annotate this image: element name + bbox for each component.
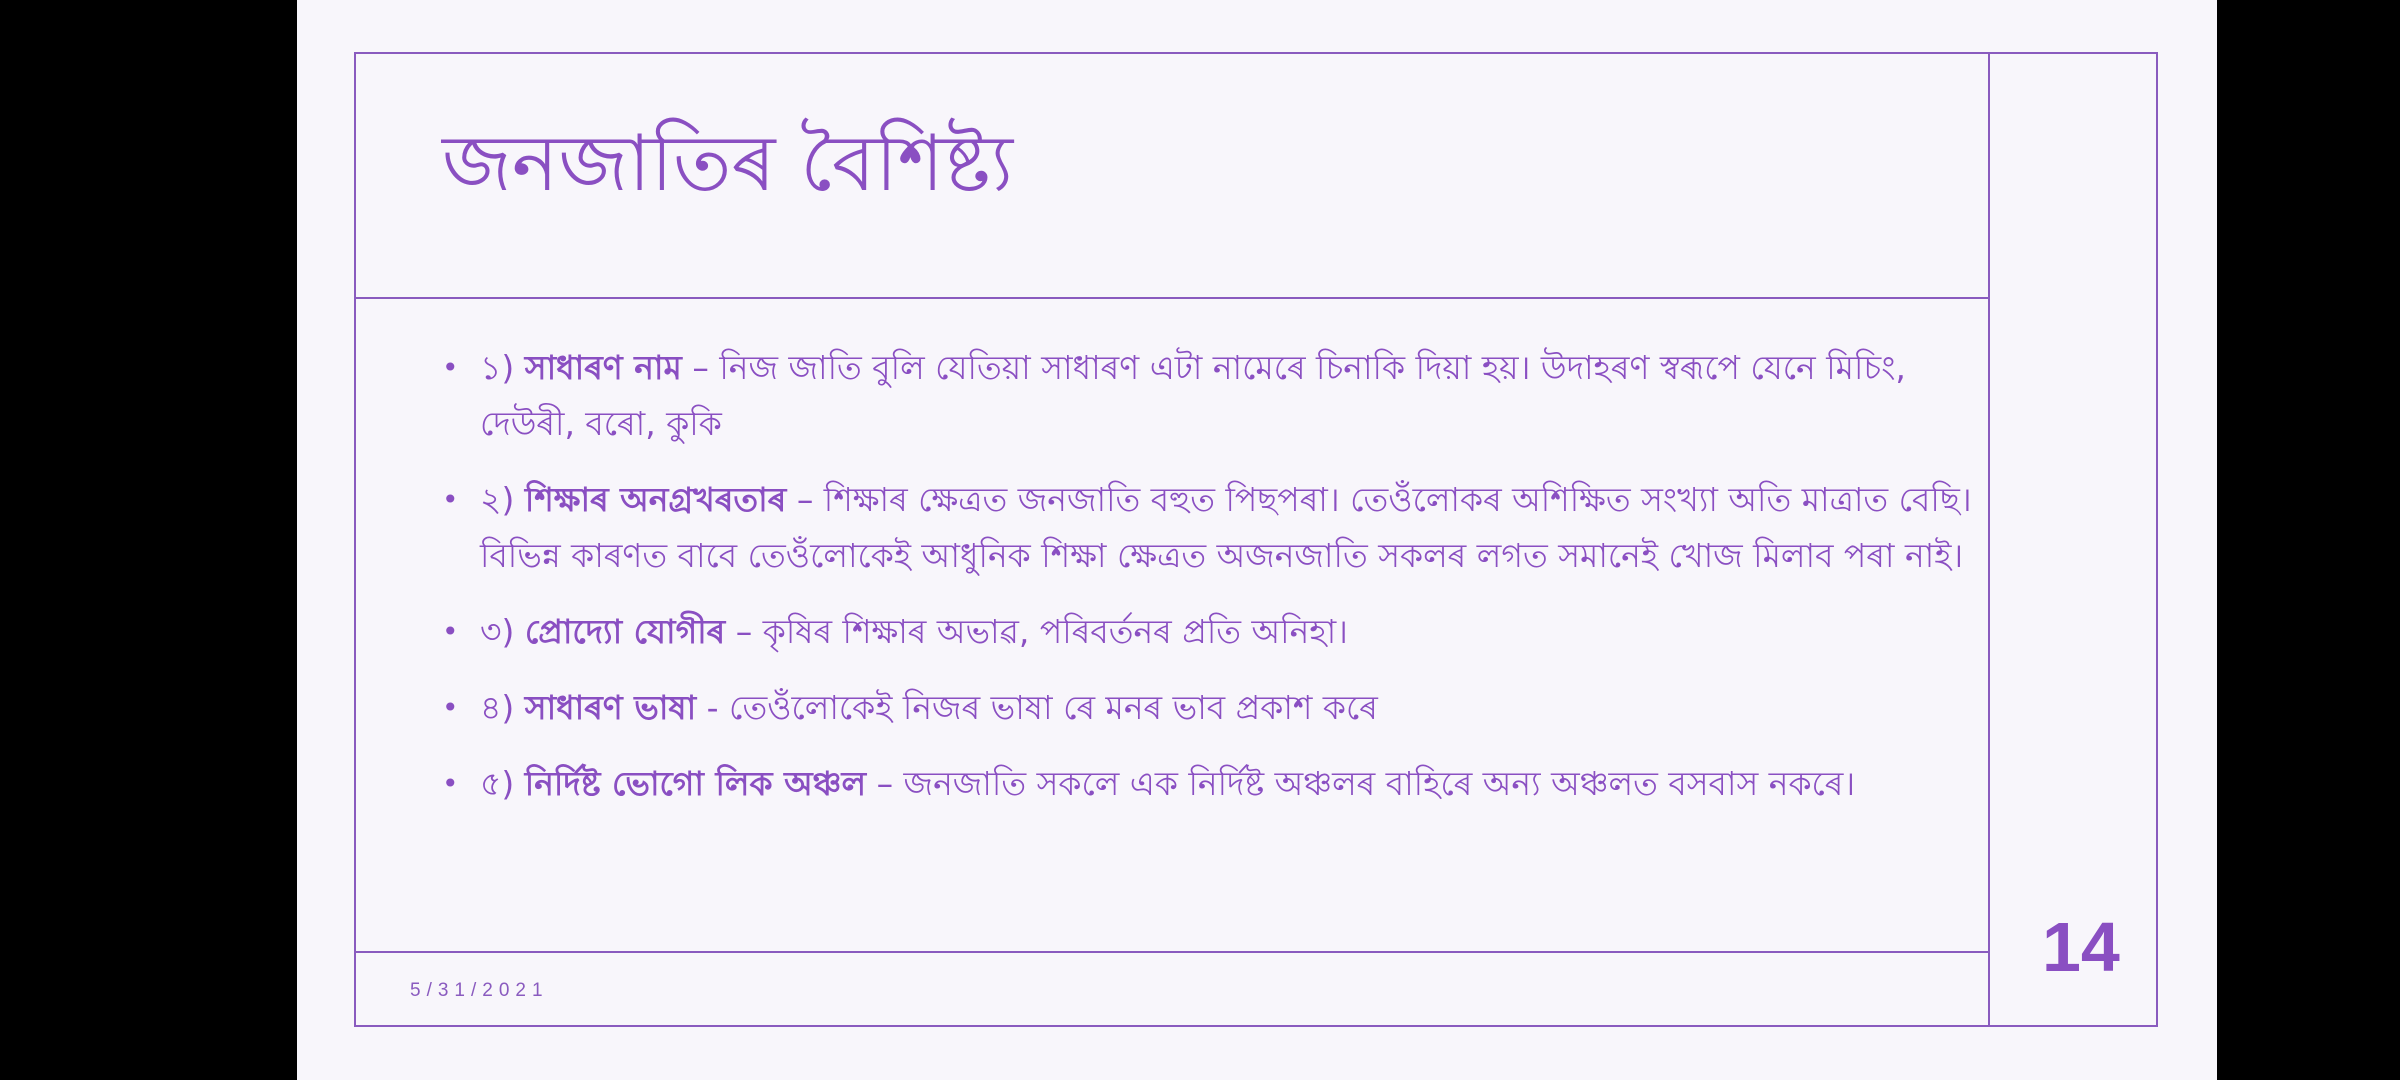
item-number: ২): [480, 480, 525, 519]
bullet-marker: •: [442, 691, 459, 724]
item-text: – জনজাতি সকলে এক নিৰ্দিষ্ট অঞ্চলৰ বাহিৰে অন্য অঞ্চলত বসবাস নকৰে।: [866, 764, 1856, 803]
item-text: – কৃষিৰ শিক্ষাৰ অভাৱ, পৰিবৰ্তনৰ প্ৰতি অনিহা।: [725, 612, 1348, 651]
bullet-marker: •: [442, 351, 459, 384]
item-heading: নিৰ্দিষ্ট ভোগো লিক অঞ্চল: [524, 764, 867, 803]
list-item: [442, 756, 2002, 812]
item-heading: প্ৰোদ্যো যোগীৰ: [524, 612, 726, 651]
item-text: – নিজ জাতি বুলি যেতিয়া সাধাৰণ এটা নামেৰে চিনাকি দিয়া হয়। উদাহৰণ স্বৰূপে যেনে মিচিং, দেউৰী, বৰো, কুকি: [480, 348, 1906, 443]
item-text: - তেওঁলোকেই নিজৰ ভাষা ৰে মনৰ ভাব প্ৰকাশ কৰে: [696, 688, 1378, 727]
item-heading: শিক্ষাৰ অনগ্ৰখৰতাৰ: [524, 480, 787, 519]
slide-title: জনজাতিৰ বৈশিষ্ট্য: [442, 119, 1014, 209]
list-item: [442, 340, 2002, 452]
slide: [297, 0, 2217, 1080]
bullet-list: [442, 340, 2002, 832]
item-number: ১): [480, 348, 525, 387]
list-item: [442, 472, 2002, 584]
slide-date: 5/31/2021: [410, 980, 549, 1001]
list-item: [442, 680, 2002, 736]
item-number: ৩): [480, 612, 525, 651]
item-text: – শিক্ষাৰ ক্ষেত্ৰত জনজাতি বহুত পিছপৰা। তেওঁলোকৰ অশিক্ষিত সংখ্যা অতি মাত্ৰাত বেছি। বিভিন্ন কাৰণত বাবে তেওঁলোকেই আধুনিক শিক্ষা ক্ষেত্ৰত অজনজাতি সকলৰ লগত সমানেই খোজ মিলাব পৰা নাই।: [480, 480, 1972, 575]
bullet-marker: •: [442, 483, 459, 516]
page-number: 14: [2042, 908, 2120, 986]
item-heading: সাধাৰণ নাম: [524, 348, 682, 387]
title-divider: [354, 297, 1990, 299]
list-item: [442, 604, 2002, 660]
item-number: ৪): [480, 688, 525, 727]
item-heading: সাধাৰণ ভাষা: [524, 688, 697, 727]
item-number: ৫): [480, 764, 525, 803]
bullet-marker: •: [442, 767, 459, 800]
bullet-marker: •: [442, 615, 459, 648]
footer-divider: [354, 951, 1990, 953]
